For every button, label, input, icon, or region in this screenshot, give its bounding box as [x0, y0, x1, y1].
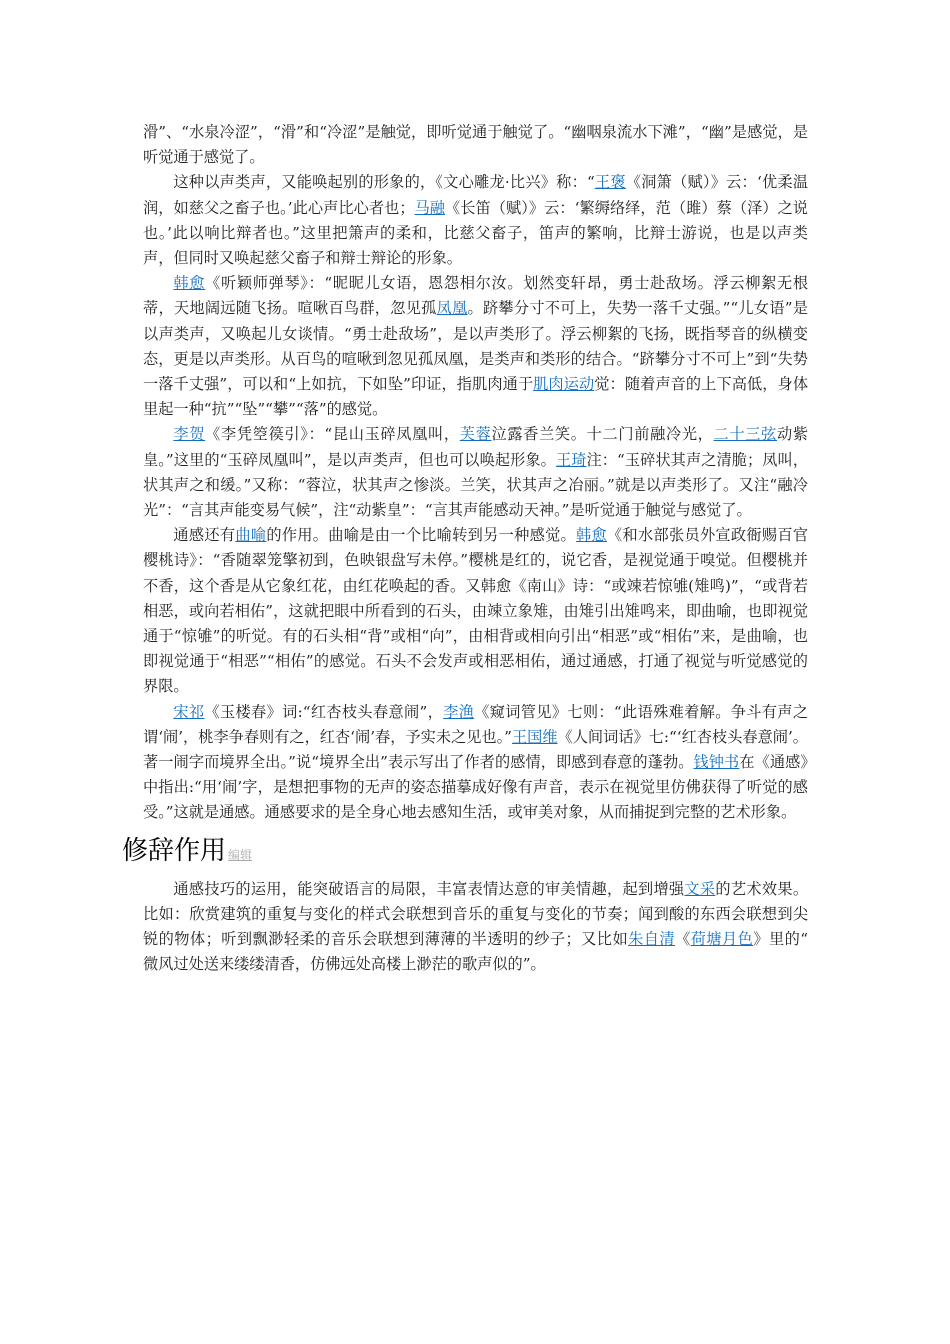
paragraph-text: 通感还有 — [173, 526, 236, 545]
paragraph-text: 注：“玉碎状其声之清脆；凤叫，状其声之和缓。”又称：“蓉泣，状其声之惨淡。兰笑，状其声之冶丽。”就是以声类形了。又注“融冷光”：“言其声能变易气候”，注“动紫皇”：“言其声能感动天神。”是听觉通于触觉与感觉了。 — [143, 450, 809, 520]
paragraph — [143, 170, 808, 271]
paragraph-text: 《 — [675, 930, 691, 949]
edit-link[interactable]: 编辑 — [228, 847, 253, 862]
paragraph-text: 泣露香兰笑。十二门前融冷光， — [491, 425, 714, 444]
paragraph — [143, 877, 808, 978]
paragraph-text: 通感技巧的运用，能突破语言的局限，丰富表情达意的审美情趣，起到增强 — [173, 879, 685, 898]
article-paragraphs — [143, 120, 808, 826]
paragraph-text: 《洞箫（赋）》云：‘优柔温润，如慈父之畜子也。’此心声比心者也； — [143, 173, 809, 217]
paragraph — [143, 271, 808, 422]
term-link[interactable]: 王琦 — [555, 450, 587, 469]
paragraph-text: 《长笛（赋）》云：‘繁缛络绎，范（雎）蔡（泽）之说也。’此以响比辩者也。”这里把箫声的柔和，比慈父畜子，笛声的繁响，比辩士游说，也是以声类声，但同时又唤起慈父畜子和辩士辩论的形象。 — [143, 198, 808, 268]
paragraph — [143, 120, 808, 170]
paragraph-text: 的作用。曲喻是由一个比喻转到另一种感觉。 — [266, 526, 577, 545]
article-body — [122, 120, 809, 978]
paragraph-text: 的艺术效果。比如：欣赏建筑的重复与变化的样式会联想到音乐的重复与变化的节奏；闻到酸的东西会联想到尖锐的物体；听到飘渺轻柔的音乐会联想到薄薄的半透明的纱子；又比如 — [143, 879, 809, 949]
term-link[interactable]: 肌肉运动 — [533, 375, 595, 394]
paragraph-text: 滑”、“水泉冷涩”，“滑”和“冷涩”是触觉，即听觉通于触觉了。“幽咽泉流水下滩”，“幽”是感觉，是听觉通于感觉了。 — [143, 123, 808, 167]
term-link[interactable]: 韩愈 — [173, 274, 206, 293]
term-link[interactable]: 马融 — [414, 198, 446, 217]
paragraph-text: 《玉楼春》词:“红杏枝头春意闹”， — [204, 702, 444, 721]
term-link[interactable]: 李渔 — [443, 702, 475, 721]
term-link[interactable]: 宋祁 — [173, 702, 205, 721]
term-link[interactable]: 朱自清 — [628, 930, 676, 949]
paragraph — [143, 700, 808, 826]
paragraph-text: 动紫皇。”这里的“玉碎凤凰叫”，是以声类声，但也可以唤起形象。 — [143, 425, 809, 469]
paragraph-text: 《人间词话》七:“‘红杏枝头春意闹’。著一闹字而境界全出。”说“境界全出”表示写出了作者的感情，即感到春意的蓬勃。 — [143, 727, 808, 772]
term-link[interactable]: 荷塘月色 — [690, 930, 754, 949]
paragraph-text: 《和水部张员外宣政衙赐百官樱桃诗》：“香随翠笼擎初到，色映银盘写未停。”樱桃是红的，说它香，是视觉通于嗅觉。但樱桃并不香，这个香是从它象红花，由红花唤起的香。又韩愈《南山》诗：“或竦若惊雊(雉鸣)”，“或背若相恶，或向若相佑”，这就把眼中所看到的石头，由竦立象雉，由雉引出雉鸣来，即曲喻，也即视觉通于“惊雊”的听觉。有的石头相“背”或相“向”，由相背或相向引出“相恶”或“相佑”来，是曲喻，也即视觉通于“相恶”“相佑”的感觉。石头不会发声或相恶相佑，通过通感，打通了视觉与听觉感觉的界限。 — [143, 526, 809, 696]
paragraph-text: 。跻攀分寸不可上，失势一落千丈强。”“儿女语”是以声类声，又唤起儿女谈情。“勇士赴敌场”，是以声类形了。浮云柳絮的飞扬，既指琴音的纵横变态，更是以声类形。从百鸟的喧啾到忽见孤凤凰，是类声和类形的结合。“跻攀分寸不可上”到“失势一落千丈强”，可以和“上如抗，下如坠”印证，指肌肉通于 — [143, 299, 808, 394]
term-link[interactable]: 曲喻 — [235, 526, 267, 545]
section-title: 修辞作用 — [122, 835, 227, 866]
term-link[interactable]: 钱钟书 — [693, 753, 740, 772]
paragraph — [143, 422, 808, 523]
term-link[interactable]: 李贺 — [173, 425, 206, 444]
paragraph-text: 这种以声类声，又能唤起别的形象的，《文心雕龙·比兴》称：“ — [173, 173, 595, 192]
paragraph-text: 》里的“ 微风过处送来缕缕清香，仿佛远处高楼上渺茫的歌声似的”。 — [143, 930, 809, 974]
term-link[interactable]: 王褒 — [594, 173, 626, 192]
term-link[interactable]: 芙蓉 — [459, 425, 492, 444]
section-heading — [122, 831, 808, 875]
paragraph-text: 《听颖师弹琴》：“昵昵儿女语，恩怨相尔汝。划然变轩昂，勇士赴敌场。浮云柳絮无根蒂，天地阔远随飞扬。喧啾百鸟群，忽见孤 — [143, 274, 809, 318]
section-paragraphs — [143, 877, 808, 978]
paragraph-text: 《窥词管见》七则：“此语殊难着解。争斗有声之谓‘闹’，桃李争春则有之，红杏‘闹’春，予实未之见也。” — [143, 702, 809, 746]
term-link[interactable]: 二十三弦 — [713, 425, 777, 444]
term-link[interactable]: 凤凰 — [436, 299, 468, 318]
term-link[interactable]: 文采 — [684, 879, 716, 898]
term-link[interactable]: 韩愈 — [576, 526, 608, 545]
paragraph — [143, 523, 808, 699]
paragraph-text: 《李凭箜篌引》：“昆山玉碎凤凰叫， — [205, 425, 460, 444]
paragraph-text: 觉：随着声音的上下高低，身体里起一种“抗”“坠”“攀”“落”的感觉。 — [143, 375, 809, 419]
term-link[interactable]: 王国维 — [511, 727, 558, 746]
paragraph-text: 在《通感》中指出:“用‘闹’字，是想把事物的无声的姿态描摹成好像有声音，表示在视觉里仿佛获得了听觉的感受。”这就是通感。通感要求的是全身心地去感知生活，或审美对象，从而捕捉到完整的艺术形象。 — [143, 753, 809, 822]
